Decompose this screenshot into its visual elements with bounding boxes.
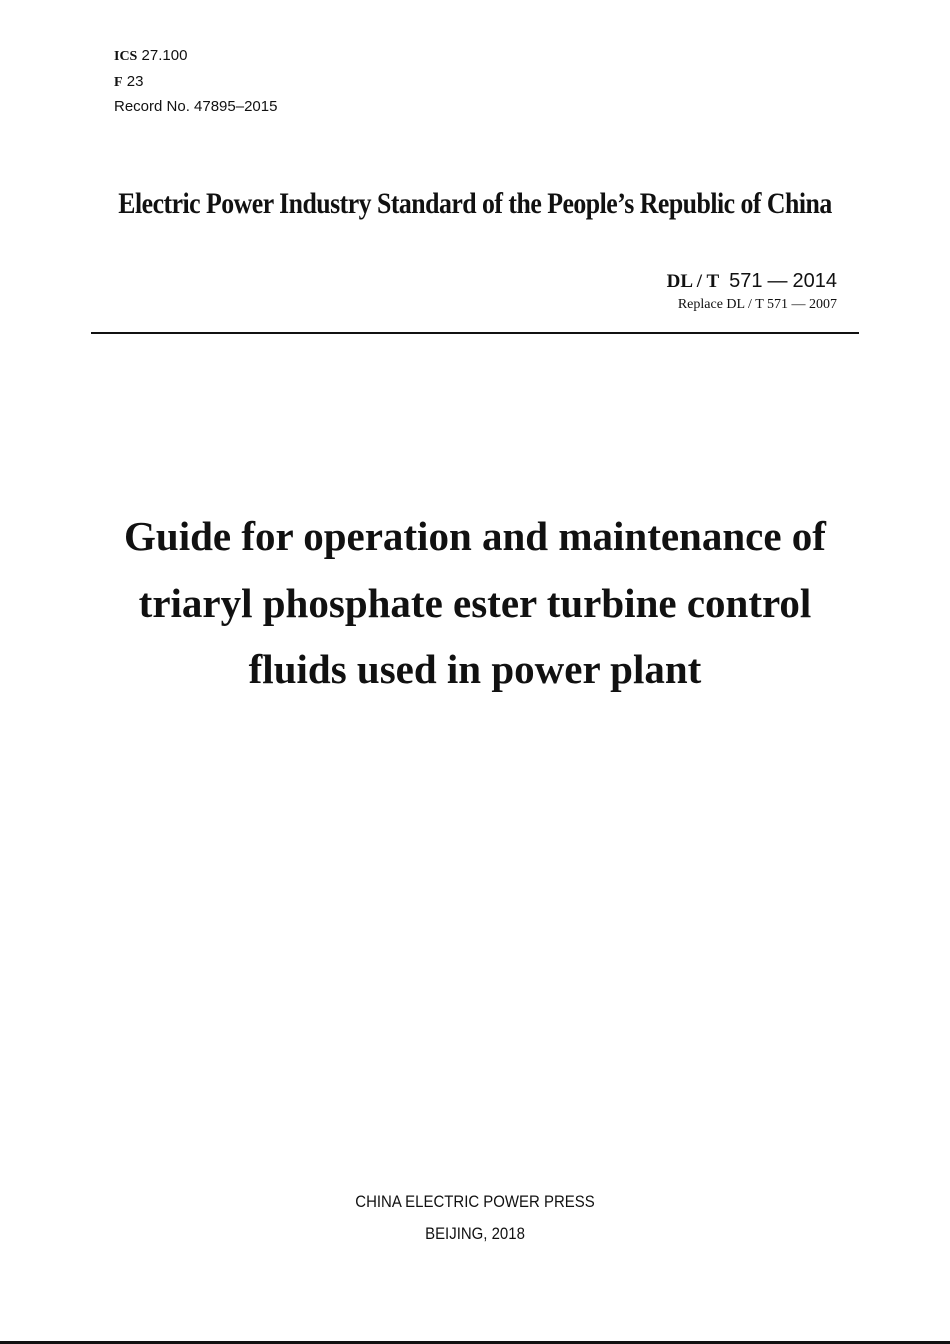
- f-code: [114, 70, 277, 96]
- publisher-place-year: BEIJING, 2018: [425, 1224, 525, 1243]
- f-value: 23: [126, 72, 144, 90]
- publisher-name: CHINA ELECTRIC POWER PRESS: [355, 1192, 595, 1211]
- document-title: [0, 503, 950, 703]
- document-title-line-3: fluids used in power plant: [248, 646, 702, 692]
- ics-label: ICS: [114, 49, 138, 64]
- classification-block: [114, 44, 277, 120]
- standard-dash: —: [767, 270, 788, 292]
- standard-title: Electric Power Industry Standard of the People’s Republic of China: [118, 187, 832, 220]
- standard-prefix: DL / T: [666, 271, 720, 292]
- header-divider: [91, 332, 859, 334]
- ics-value: 27.100: [141, 47, 188, 64]
- replace-note: Replace DL / T 571 — 2007: [677, 297, 837, 312]
- standard-year: 2014: [792, 270, 837, 292]
- f-label: F: [114, 74, 123, 90]
- publisher-block: [0, 1186, 950, 1250]
- standard-number: [667, 268, 837, 295]
- ics-code: [114, 44, 277, 70]
- standard-number-block: [667, 268, 837, 314]
- standard-code: 571: [729, 270, 763, 292]
- document-title-line-2: triaryl phosphate ester turbine control: [138, 579, 812, 626]
- document-title-line-1: Guide for operation and maintenance of: [124, 513, 826, 559]
- record-number: Record No. 47895–2015: [114, 98, 278, 115]
